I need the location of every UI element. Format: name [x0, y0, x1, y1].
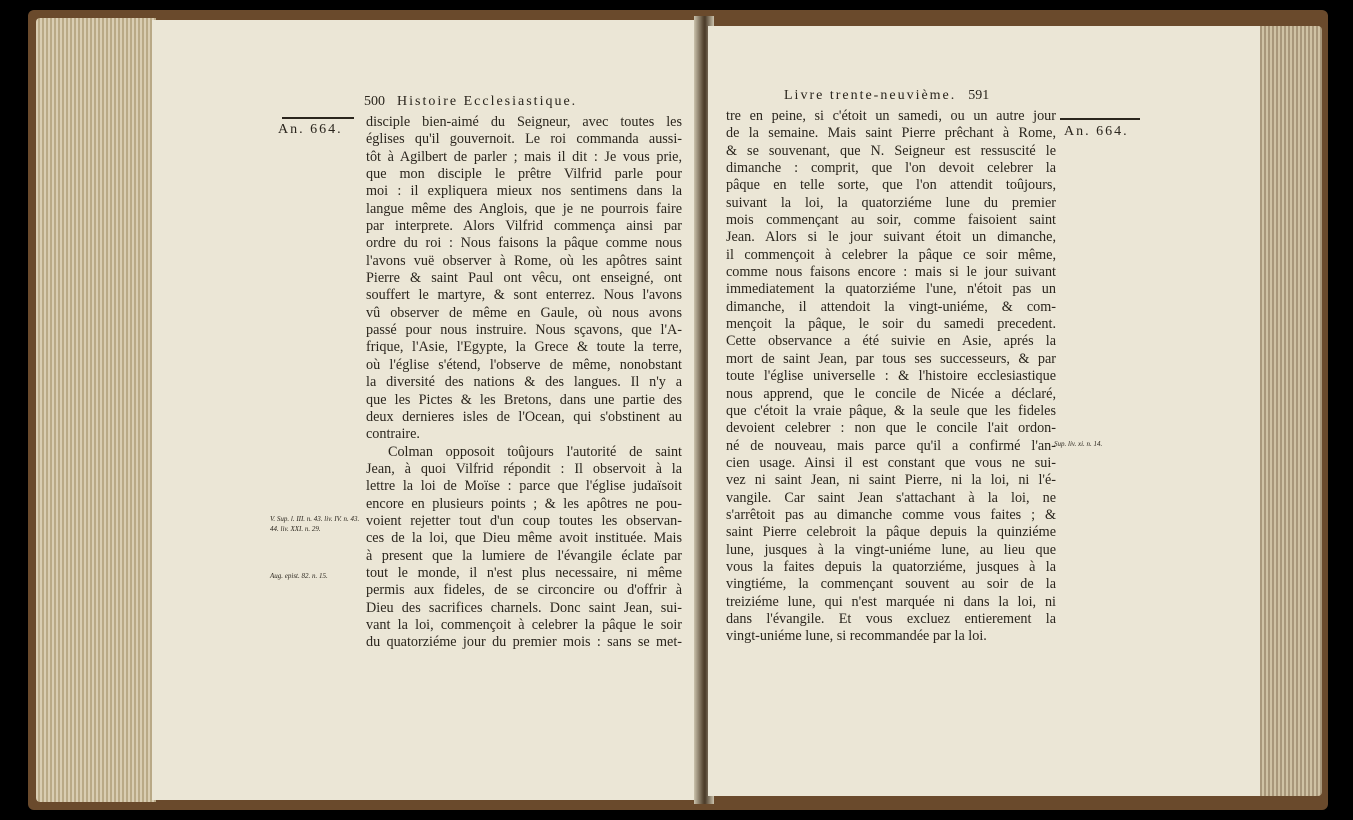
text-line: deux dernieres isles de l'Ocean, qui s'obstinent au — [366, 408, 682, 425]
text-line: frique, l'Asie, l'Egypte, la Grece & toute la terre, — [366, 339, 682, 356]
text-line: vant la loi, commençoit à celebrer la pâque le soir — [366, 616, 682, 633]
text-line: passé pour nous instruire. Nous sçavons, que l'A- — [366, 322, 682, 339]
text-line: encore en plusieurs points ; & les apôtres ne pou- — [366, 495, 682, 512]
left-running-head — [364, 94, 577, 110]
left-margin-note: V. Sup. l. III. n. 43. liv. IV. n. 43. 44. liv. XXI. n. 29. — [270, 515, 360, 533]
text-line: églises qu'il gouvernoit. Le roi commanda aussi- — [366, 131, 682, 148]
text-line: dimanche, il attendoit la vingt-uniéme, & com- — [726, 298, 1056, 315]
right-year-margin: An. 664. — [1064, 124, 1129, 139]
text-line: mort de saint Jean, par tous ses successeurs, & par — [726, 350, 1056, 367]
text-line: l'avons vuë observer à Rome, où les apôtres saint — [366, 252, 682, 269]
left-margin-note: Aug. epist. 82. n. 15. — [270, 572, 328, 580]
text-line: ordre du roi : Nous faisons la pâque comme nous — [366, 235, 682, 252]
text-line: vingtiéme, la commençant souvent au soir de la — [726, 576, 1056, 593]
text-line: cien usage. Ainsi il est constant que vous ne sui- — [726, 454, 1056, 471]
text-line: suivant la loi, la quatorziéme lune du premier — [726, 194, 1056, 211]
page-edges-left — [36, 18, 156, 802]
text-line: langue même des Anglois, que je ne pourrois faire — [366, 200, 682, 217]
text-line: de la semaine. Mais saint Pierre prêchant à Rome, — [726, 125, 1056, 142]
text-line: tout le monde, il n'est plus necessaire, ni même — [366, 564, 682, 581]
text-line: pâque en telle sorte, que l'on attendit toûjours, — [726, 177, 1056, 194]
text-line: lune, jusques à la vingt-uniéme lune, au lieu que — [726, 541, 1056, 558]
page-edges-right — [1250, 26, 1322, 796]
text-line: immediatement la quatorziéme l'une, n'étoit pas un — [726, 281, 1056, 298]
text-line: ces de la loi, que Dieu même avoit instituée. Mais — [366, 530, 682, 547]
text-line: la diversité des nations & des langues. Il n'y a — [366, 374, 682, 391]
left-running-title: Histoire Ecclesiastique. — [397, 94, 578, 109]
text-line: vous la faites depuis la quatorziéme, jusques à la — [726, 558, 1056, 575]
text-line: moi : il expliquera mieux nos sentimens dans la — [366, 183, 682, 200]
right-head-rule — [1060, 118, 1140, 120]
text-line: mois commençant au soir, comme faisoient saint — [726, 212, 1056, 229]
text-line: tre en peine, si c'étoit un samedi, ou un autre jour — [726, 108, 1056, 124]
text-line: que c'étoit la vraie pâque, & la seule que les fideles — [726, 402, 1056, 419]
text-line: vingt-uniéme lune, si recommandée par la loi. — [726, 628, 987, 645]
text-line: devoient celebrer : non que le concile l'ait ordon- — [726, 420, 1056, 437]
text-line: souffert le martyre, & sont enterrez. Nous l'avons — [366, 287, 682, 304]
right-running-title: Livre trente-neuvième. — [784, 88, 957, 103]
right-page-number: 591 — [968, 88, 990, 103]
text-line: il commençoit à celebrer la pâque ce soir même, — [726, 246, 1056, 263]
text-line: mençoit la pâque, le soir du samedi precedent. — [726, 316, 1056, 333]
right-running-head — [784, 88, 989, 104]
text-line: dimanche : comprit, que l'on devoit celebrer la — [726, 160, 1056, 177]
text-line: voient rejetter tout d'un coup toutes les observan- — [366, 512, 682, 529]
left-body-text — [366, 114, 682, 652]
text-line: Jean. Alors si le jour suivant étoit un dimanche, — [726, 229, 1056, 246]
text-line: tôt à Agilbert de parler ; mais il dit : Je vous prie, — [366, 148, 682, 165]
text-line: Jean, à quoi Vilfrid répondit : Il observoit à la — [366, 460, 682, 477]
text-line: treiziéme lune, qui n'est marquée ni dans la loi, ni — [726, 593, 1056, 610]
text-line: Colman opposoit toûjours l'autorité de saint — [388, 443, 682, 460]
left-year-margin: An. 664. — [278, 122, 343, 137]
right-body-text — [726, 108, 1056, 646]
left-page-number: 500 — [364, 94, 385, 109]
text-line: que les Pictes & les Bretons, dans une partie des — [366, 391, 682, 408]
text-line: contraire. — [366, 426, 420, 443]
text-line: à present que la lumiere de l'évangile éclate par — [366, 547, 682, 564]
text-line: dans l'évangile. Et vous excluez entierement la — [726, 610, 1056, 627]
right-margin-note: Sup. liv. xi. n. 14. — [1054, 440, 1103, 448]
text-line: comme nous faisons encore : mais si le jour suivant — [726, 264, 1056, 281]
left-head-rule — [282, 117, 354, 119]
text-line: disciple bien-aimé du Seigneur, avec toutes les — [366, 114, 682, 130]
right-page — [708, 26, 1260, 796]
text-line: vû observer de même en Gaule, où nous avons — [366, 304, 682, 321]
text-line: par interprete. Alors Vilfrid commença ainsi par — [366, 218, 682, 235]
text-line: nous apprend, que le concile de Nicée a déclaré, — [726, 385, 1056, 402]
text-line: né de nouveau, mais parce qu'il a confirmé l'an- — [726, 437, 1056, 454]
text-line: saint Pierre celebroit la pâque depuis la quinziéme — [726, 524, 1056, 541]
text-line: s'arrêtoit pas au dimanche comme vous faites ; & — [726, 506, 1056, 523]
text-line: vez ni saint Jean, ni saint Pierre, ni la loi, ni l'é- — [726, 472, 1056, 489]
text-line: toute l'église universelle : & l'histoire ecclesiastique — [726, 368, 1056, 385]
text-line: Pierre & saint Paul ont vêcu, ont enseigné, ont — [366, 270, 682, 287]
left-page — [152, 20, 700, 800]
text-line: que mon disciple le prêtre Vilfrid parle pour — [366, 166, 682, 183]
text-line: du quatorziéme jour du premier mois : sans se met- — [366, 634, 682, 651]
text-line: où l'église s'étend, l'observe de même, nonobstant — [366, 356, 682, 373]
text-line: lettre la loi de Moïse : parce que l'église judaïsoit — [366, 478, 682, 495]
text-line: vangile. Car saint Jean s'attachant à la loi, ne — [726, 489, 1056, 506]
text-line: & se souvenant, que N. Seigneur est ressuscité le — [726, 142, 1056, 159]
text-line: permis aux fideles, de se circoncire ou d'offrir à — [366, 582, 682, 599]
text-line: Dieu des sacrifices charnels. Donc saint Jean, sui- — [366, 599, 682, 616]
text-line: Cette observance a été suivie en Asie, aprés la — [726, 333, 1056, 350]
